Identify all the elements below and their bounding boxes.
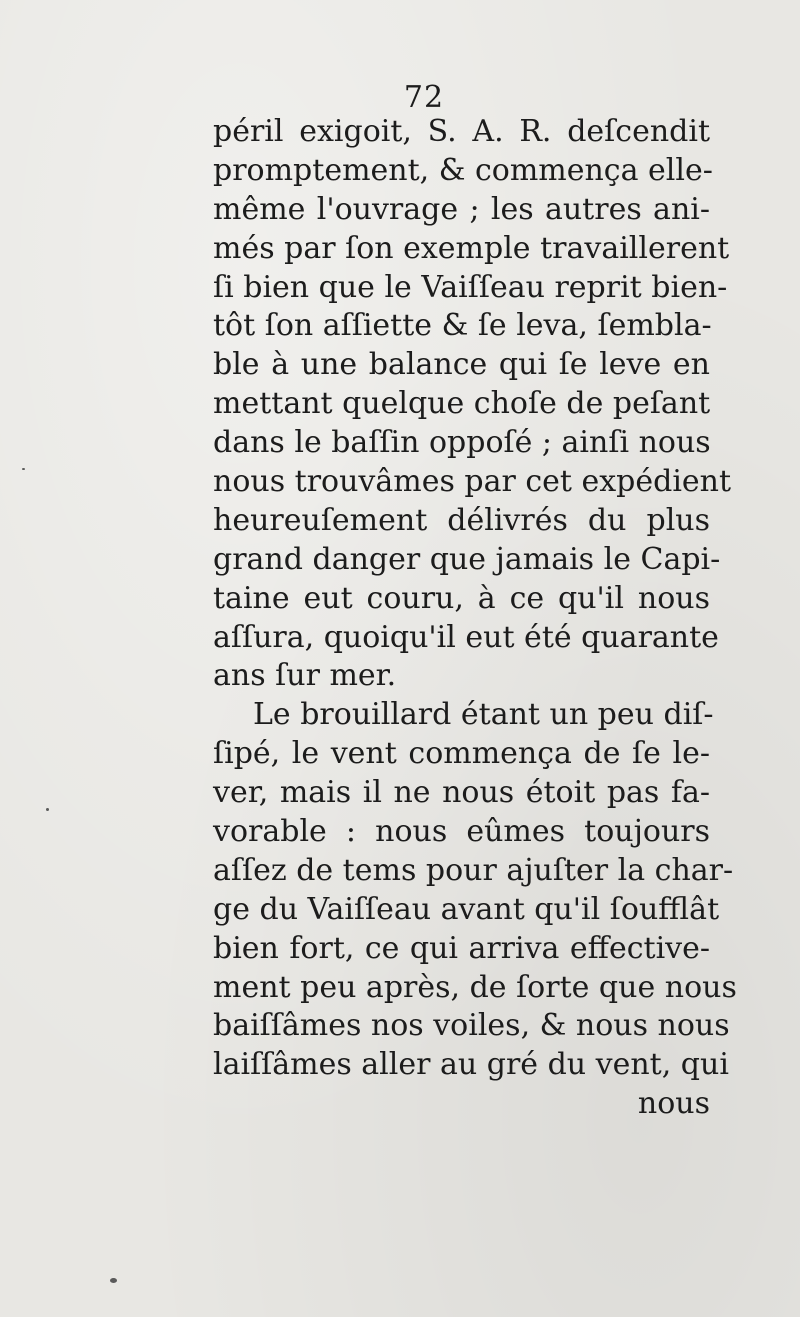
text-line: mettant quelque choſe de peſant: [213, 386, 711, 422]
text-line: ment peu après, de ſorte que nous: [213, 969, 737, 1005]
text-line: promptement, & commença elle-: [213, 152, 713, 188]
text-line: ver, mais il ne nous étoit pas fa-: [213, 775, 710, 811]
text-line: ge du Vaiſſeau avant qu'il ſoufflât: [213, 891, 720, 927]
body-text: [213, 113, 737, 1124]
text-line: nous trouvâmes par cet expédient: [213, 464, 732, 500]
text-line: heureuſement délivrés du plus: [213, 502, 710, 538]
text-line: aſſez de tems pour ajuſter la char-: [213, 852, 734, 888]
text-line: laiſſâmes aller au gré du vent, qui: [213, 1047, 729, 1083]
text-line: même l'ouvrage ; les autres ani-: [213, 191, 710, 227]
text-line: més par ſon exemple travaillerent: [213, 230, 730, 266]
text-line: aſſura, quoiqu'il eut été quarante: [213, 619, 719, 655]
paper-speck: [46, 808, 49, 811]
text-line: baiſſâmes nos voiles, & nous nous: [213, 1008, 730, 1044]
text-line: bien fort, ce qui arriva effectivе-: [213, 930, 710, 966]
text-line: vorable : nous eûmes toujours: [213, 814, 710, 850]
text-line: dans le baſſin oppoſé ; ainſi nous: [213, 425, 711, 461]
text-line: ſi bien que le Vaiſſeau reprit bien-: [213, 269, 728, 305]
paper-speck: [22, 468, 25, 470]
catchword: nous: [637, 1086, 710, 1122]
text-line: Le brouillard étant un peu diſ-: [253, 697, 714, 733]
page-number: 72: [403, 80, 445, 115]
text-line: ans ſur mer.: [213, 658, 397, 694]
text-line: péril exigoit, S. A. R. deſcendit: [213, 114, 710, 149]
text-line: ſipé, le vent commença de ſe le-: [213, 736, 710, 772]
text-line: taine eut couru, à ce qu'il nous: [213, 580, 710, 616]
text-line: grand danger que jamais le Capi-: [213, 541, 721, 577]
paper-speck: [110, 1278, 117, 1283]
text-line: ble à une balance qui ſe leve en: [213, 347, 710, 383]
text-line: tôt ſon aſſiette & ſe leva, ſembla-: [213, 308, 712, 344]
